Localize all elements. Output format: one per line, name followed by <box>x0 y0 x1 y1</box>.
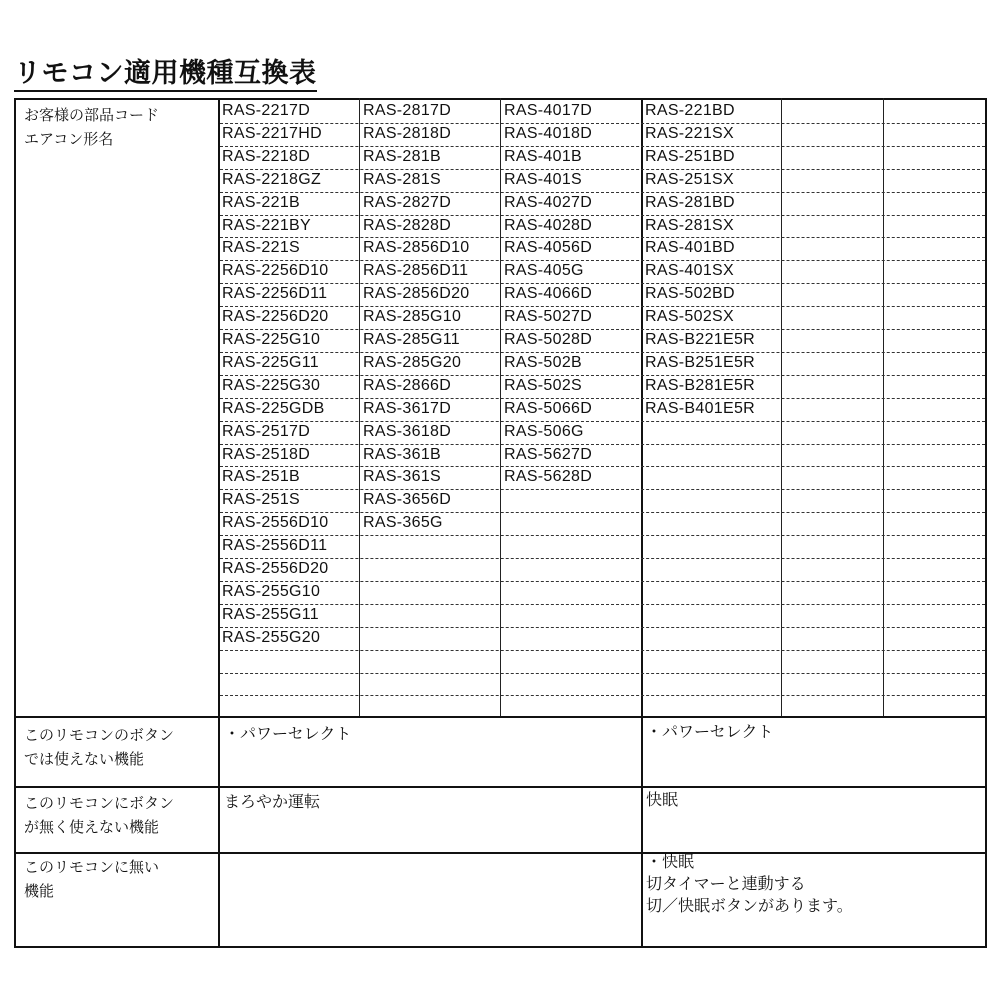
model-code-cell: RAS-2827D <box>363 194 452 211</box>
unusable-label-line1: このリモコンのボタン <box>24 726 175 744</box>
missing-label-line1: このリモコンに無い <box>24 858 160 876</box>
model-code-cell: RAS-502S <box>504 377 582 394</box>
models-label-line1: お客様の部品コード <box>24 106 160 124</box>
model-row-line <box>220 512 985 513</box>
model-code-cell: RAS-5028D <box>504 331 593 348</box>
model-code-cell: RAS-B281E5R <box>645 377 756 394</box>
model-column-divider <box>500 98 501 716</box>
model-code-cell: RAS-221BY <box>222 217 311 234</box>
model-code-cell: RAS-5627D <box>504 446 593 463</box>
missing-label-line2: 機能 <box>24 882 55 900</box>
section-divider <box>14 852 987 854</box>
model-code-cell: RAS-281SX <box>645 217 734 234</box>
model-row-line <box>220 192 985 193</box>
model-code-cell: RAS-4017D <box>504 102 593 119</box>
no-button-label-line2: が無く使えない機能 <box>24 818 160 836</box>
model-code-cell: RAS-281S <box>363 171 441 188</box>
missing-right-line1: ・快眠 <box>646 852 695 871</box>
no-button-right-text: 快眠 <box>646 790 679 809</box>
section-divider <box>14 786 987 788</box>
model-code-cell: RAS-401BD <box>645 239 735 256</box>
model-code-cell: RAS-2866D <box>363 377 452 394</box>
model-row-line <box>220 352 985 353</box>
model-code-cell: RAS-4027D <box>504 194 593 211</box>
model-code-cell: RAS-3617D <box>363 400 452 417</box>
model-code-cell: RAS-2517D <box>222 423 311 440</box>
model-row-line <box>220 535 985 536</box>
model-row-line <box>220 421 985 422</box>
model-row-line <box>220 329 985 330</box>
model-code-cell: RAS-5066D <box>504 400 593 417</box>
model-row-line <box>220 398 985 399</box>
model-code-cell: RAS-2828D <box>363 217 452 234</box>
model-code-cell: RAS-4028D <box>504 217 593 234</box>
model-row-line <box>220 283 985 284</box>
model-row-line <box>220 558 985 559</box>
model-code-cell: RAS-221SX <box>645 125 734 142</box>
model-column-divider <box>359 98 360 716</box>
table-bottom-border <box>14 946 987 948</box>
model-code-cell: RAS-401SX <box>645 262 734 279</box>
unusable-label-line2: では使えない機能 <box>24 750 145 768</box>
model-row-line <box>220 146 985 147</box>
model-row-line <box>220 581 985 582</box>
model-code-cell: RAS-251B <box>222 468 300 485</box>
model-code-cell: RAS-255G20 <box>222 629 321 646</box>
model-row-line <box>220 466 985 467</box>
label-column-divider <box>218 98 220 948</box>
model-row-line <box>220 237 985 238</box>
model-code-cell: RAS-4066D <box>504 285 593 302</box>
model-code-cell: RAS-2818D <box>363 125 452 142</box>
model-code-cell: RAS-361B <box>363 446 441 463</box>
model-code-cell: RAS-221S <box>222 239 300 256</box>
model-code-cell: RAS-365G <box>363 514 443 531</box>
model-code-cell: RAS-221BD <box>645 102 735 119</box>
model-row-line <box>220 627 985 628</box>
model-code-cell: RAS-5628D <box>504 468 593 485</box>
model-row-line <box>220 695 985 696</box>
model-code-cell: RAS-502BD <box>645 285 735 302</box>
middle-column-divider <box>641 98 643 948</box>
model-row-line <box>220 375 985 376</box>
model-column-divider <box>883 98 884 716</box>
model-code-cell: RAS-251BD <box>645 148 735 165</box>
model-code-cell: RAS-285G11 <box>363 331 460 348</box>
model-row-line <box>220 306 985 307</box>
model-code-cell: RAS-225G10 <box>222 331 321 348</box>
model-code-cell: RAS-225GDB <box>222 400 325 417</box>
model-code-cell: RAS-401S <box>504 171 582 188</box>
missing-right-line2: 切タイマーと連動する <box>646 874 806 893</box>
model-code-cell: RAS-2217HD <box>222 125 322 142</box>
model-code-cell: RAS-255G11 <box>222 606 319 623</box>
model-row-line <box>220 123 985 124</box>
model-code-cell: RAS-2856D20 <box>363 285 470 302</box>
model-code-cell: RAS-281B <box>363 148 441 165</box>
model-row-line <box>220 673 985 674</box>
model-code-cell: RAS-2256D10 <box>222 262 329 279</box>
model-code-cell: RAS-2256D20 <box>222 308 329 325</box>
model-code-cell: RAS-2518D <box>222 446 311 463</box>
model-code-cell: RAS-4056D <box>504 239 593 256</box>
model-code-cell: RAS-281BD <box>645 194 735 211</box>
page-title: リモコン適用機種互換表 <box>14 58 317 92</box>
model-code-cell: RAS-2556D11 <box>222 537 328 554</box>
table-left-border <box>14 98 16 948</box>
model-code-cell: RAS-2218D <box>222 148 311 165</box>
model-code-cell: RAS-251S <box>222 491 300 508</box>
model-code-cell: RAS-255G10 <box>222 583 321 600</box>
models-label-line2: エアコン形名 <box>24 130 114 148</box>
model-code-cell: RAS-401B <box>504 148 582 165</box>
no-button-left-text: まろやか運転 <box>224 792 321 811</box>
model-code-cell: RAS-405G <box>504 262 584 279</box>
model-code-cell: RAS-2856D11 <box>363 262 469 279</box>
missing-right-line3: 切／快眠ボタンがあります。 <box>646 896 853 915</box>
model-code-cell: RAS-221B <box>222 194 300 211</box>
model-code-cell: RAS-225G30 <box>222 377 321 394</box>
compatibility-table <box>14 98 987 948</box>
unusable-left-text: ・パワーセレクト <box>224 724 352 743</box>
model-row-line <box>220 215 985 216</box>
model-row-line <box>220 444 985 445</box>
model-code-cell: RAS-506G <box>504 423 584 440</box>
model-code-cell: RAS-502SX <box>645 308 734 325</box>
no-button-label-line1: このリモコンにボタン <box>24 794 175 812</box>
model-code-cell: RAS-B221E5R <box>645 331 756 348</box>
model-row-line <box>220 169 985 170</box>
model-code-cell: RAS-251SX <box>645 171 734 188</box>
model-row-line <box>220 260 985 261</box>
model-code-cell: RAS-4018D <box>504 125 593 142</box>
model-row-line <box>220 489 985 490</box>
model-code-cell: RAS-B401E5R <box>645 400 756 417</box>
model-code-cell: RAS-5027D <box>504 308 593 325</box>
model-code-cell: RAS-2817D <box>363 102 452 119</box>
model-code-cell: RAS-225G11 <box>222 354 319 371</box>
model-code-cell: RAS-285G10 <box>363 308 462 325</box>
model-code-cell: RAS-2556D10 <box>222 514 329 531</box>
model-code-cell: RAS-2556D20 <box>222 560 329 577</box>
model-code-cell: RAS-3656D <box>363 491 452 508</box>
model-row-line <box>220 604 985 605</box>
model-code-cell: RAS-361S <box>363 468 441 485</box>
model-code-cell: RAS-502B <box>504 354 582 371</box>
model-code-cell: RAS-2256D11 <box>222 285 328 302</box>
model-code-cell: RAS-2218GZ <box>222 171 322 188</box>
model-code-cell: RAS-2856D10 <box>363 239 470 256</box>
model-code-cell: RAS-3618D <box>363 423 452 440</box>
section-divider <box>14 716 987 718</box>
model-code-cell: RAS-2217D <box>222 102 311 119</box>
unusable-right-text: ・パワーセレクト <box>646 722 774 741</box>
model-code-cell: RAS-B251E5R <box>645 354 756 371</box>
model-column-divider <box>781 98 782 716</box>
table-right-border <box>985 98 987 948</box>
model-code-cell: RAS-285G20 <box>363 354 462 371</box>
model-row-line <box>220 650 985 651</box>
